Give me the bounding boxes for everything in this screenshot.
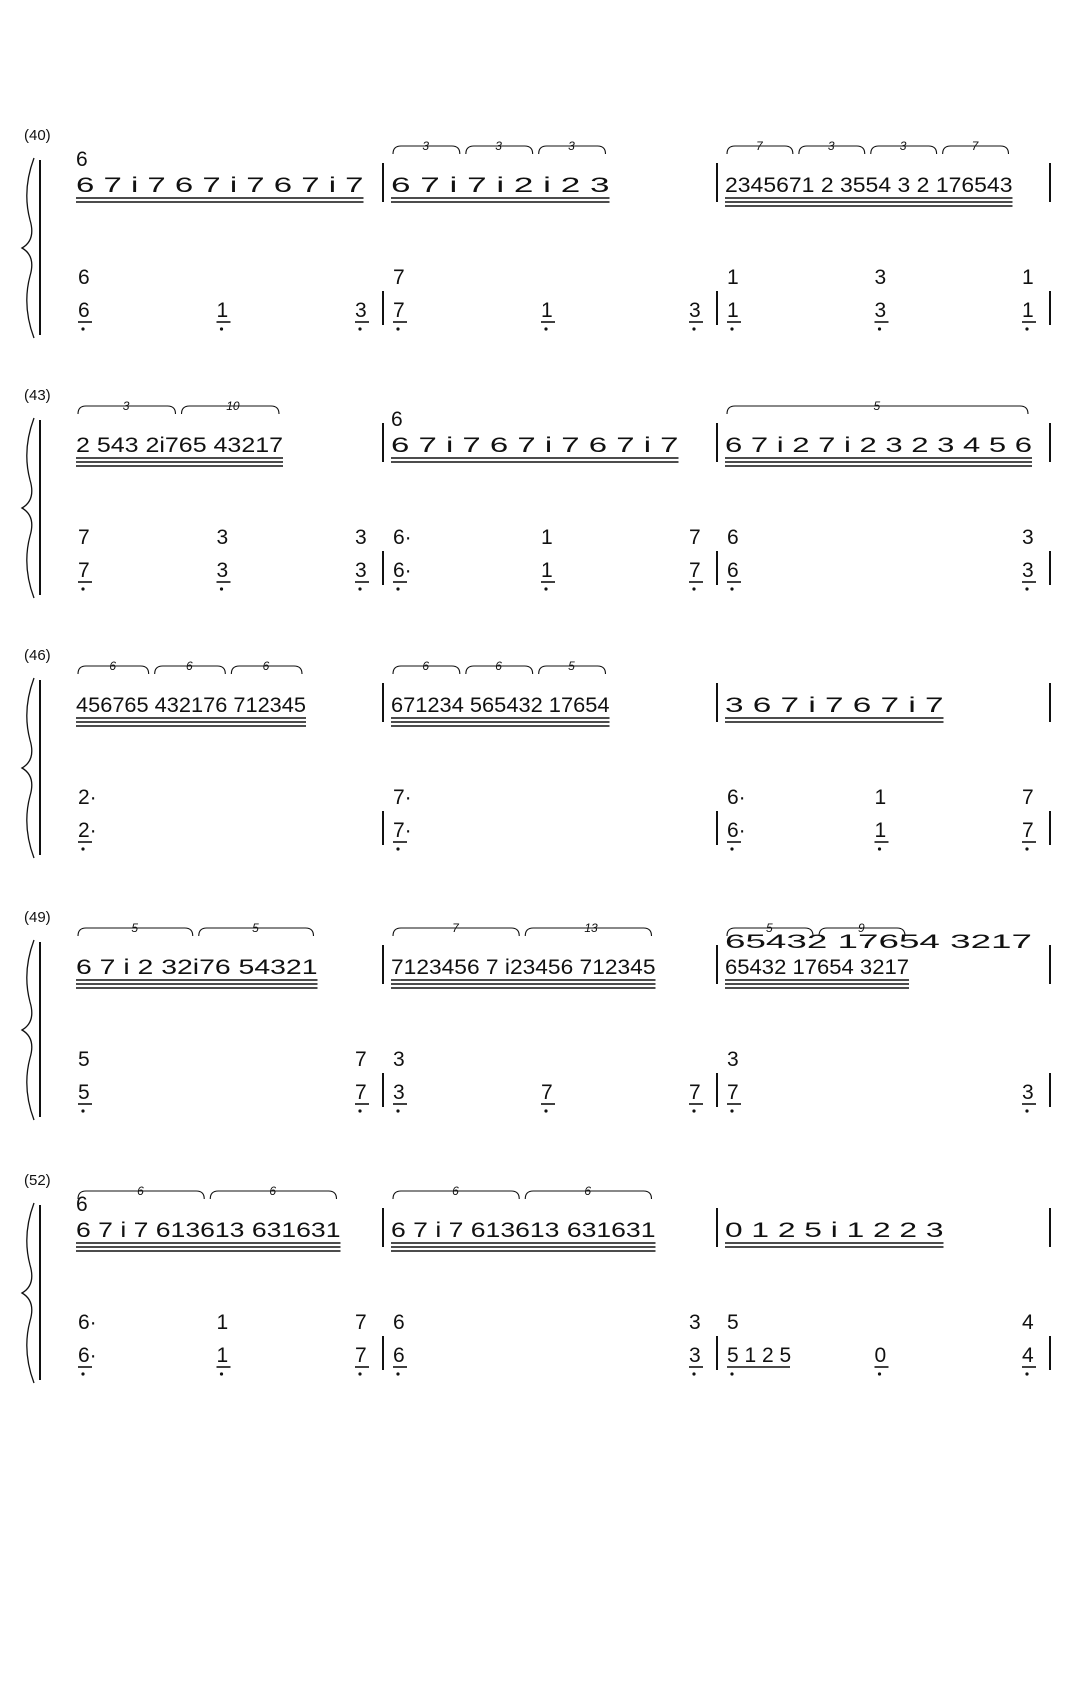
low-octave-dot	[1025, 1372, 1028, 1375]
tuplet-number: 7	[971, 139, 979, 153]
bass-upper-note: 7	[393, 266, 405, 289]
low-octave-dot	[81, 847, 84, 850]
bass-upper-note: 6·	[393, 526, 412, 549]
bass-note: 1	[1022, 299, 1034, 322]
bass-upper-note: 3	[727, 1048, 739, 1071]
treble-notes: 0 1 2 5 i 1 2 2 3	[725, 1219, 944, 1242]
bass-note: 6·	[727, 819, 746, 842]
bass-note: 7	[541, 1081, 553, 1104]
bass-note: 6	[78, 299, 90, 322]
bass-note: 1	[874, 819, 887, 842]
tuplet-number: 5	[568, 659, 575, 673]
bass-note: 6	[393, 1344, 405, 1367]
tuplet-number: 3	[568, 139, 575, 153]
treble-notes: 6 7 i 7 613613 631631	[391, 1219, 656, 1242]
treble-notes: 2 543 2i765 43217	[76, 434, 283, 457]
bass-upper-note: 7	[355, 1311, 367, 1334]
bass-upper-note: 6	[78, 266, 90, 289]
bass-upper-note: 6·	[78, 1311, 97, 1334]
measure-number: (43)	[24, 387, 51, 404]
grand-staff-brace	[22, 1203, 34, 1383]
bass-note: 7	[78, 559, 90, 582]
treble-notes: 6 7 i 7 i 2 i 2 3	[391, 174, 610, 197]
low-octave-dot	[396, 1109, 399, 1112]
bass-note: 7	[355, 1344, 367, 1367]
tuplet-number: 5	[873, 399, 881, 413]
grand-staff-brace	[22, 678, 34, 858]
tuplet-number: 7	[452, 921, 459, 935]
measure-number: (49)	[24, 909, 51, 926]
bass-upper-note: 1	[874, 786, 887, 809]
bass-note: 7	[355, 1081, 367, 1104]
tuplet-number: 3	[122, 399, 130, 413]
bass-note: 6	[727, 559, 739, 582]
tuplet-number: 3	[827, 139, 835, 153]
treble-upper-voice: 65432 17654 3217	[725, 932, 1032, 953]
bass-note: 6·	[393, 559, 412, 582]
measure-number: (46)	[24, 647, 51, 664]
bass-upper-note: 3	[355, 526, 367, 549]
bass-note: 3	[689, 299, 701, 322]
treble-notes: 2345671 2 3554 3 2 176543	[725, 174, 1013, 197]
low-octave-dot	[692, 587, 695, 590]
bass-note: 1	[216, 1344, 229, 1367]
bass-note: 0	[874, 1344, 887, 1367]
treble-notes: 7123456 7 i23456 712345	[391, 956, 656, 979]
tuplet-number: 10	[226, 399, 240, 413]
bass-upper-note: 6	[727, 526, 739, 549]
grand-staff-brace	[22, 158, 34, 338]
low-octave-dot	[730, 327, 733, 330]
grand-staff-brace	[22, 418, 34, 598]
bass-note: 3	[355, 299, 367, 322]
low-octave-dot	[544, 327, 547, 330]
tuplet-number: 6	[137, 1184, 144, 1198]
low-octave-dot	[1025, 1109, 1028, 1112]
low-octave-dot	[544, 1109, 547, 1112]
measure-number: (40)	[24, 127, 51, 144]
low-octave-dot	[220, 327, 223, 330]
bass-note: 3	[393, 1081, 405, 1104]
bass-upper-note: 5	[78, 1048, 90, 1071]
bass-upper-note: 1	[727, 266, 739, 289]
bass-note: 3	[1022, 559, 1034, 582]
low-octave-dot	[1025, 587, 1028, 590]
low-octave-dot	[358, 327, 361, 330]
bass-note: 1	[216, 299, 229, 322]
treble-notes: 6 7 i 7 613613 631631	[76, 1219, 341, 1242]
low-octave-dot	[358, 1109, 361, 1112]
bass-note: 1	[541, 299, 553, 322]
tuplet-number: 6	[269, 1184, 277, 1198]
bass-note: 5	[78, 1081, 90, 1104]
bass-upper-note: 6	[393, 1311, 405, 1334]
low-octave-dot	[730, 587, 733, 590]
low-octave-dot	[730, 1109, 733, 1112]
low-octave-dot	[1025, 847, 1028, 850]
treble-notes: 6 7 i 7 6 7 i 7 6 7 i 7	[391, 434, 679, 457]
tuplet-number: 7	[755, 139, 763, 153]
low-octave-dot	[358, 587, 361, 590]
bass-note: 3	[216, 559, 229, 582]
low-octave-dot	[81, 1109, 84, 1112]
low-octave-dot	[878, 847, 881, 850]
treble-notes: 671234 565432 17654	[391, 694, 610, 717]
bass-upper-note: 7	[355, 1048, 367, 1071]
grand-staff-brace	[22, 940, 34, 1120]
treble-notes: 6 7 i 7 6 7 i 7 6 7 i 7	[76, 174, 364, 197]
low-octave-dot	[396, 587, 399, 590]
bass-note: 5 1 2 5	[727, 1344, 792, 1367]
bass-upper-note: 4	[1022, 1311, 1034, 1334]
bass-note: 7	[1022, 819, 1034, 842]
low-octave-dot	[220, 587, 223, 590]
bass-upper-note: 5	[727, 1311, 739, 1334]
tuplet-number: 5	[252, 921, 259, 935]
bass-note: 1	[727, 299, 739, 322]
bass-upper-note: 3	[689, 1311, 701, 1334]
low-octave-dot	[81, 327, 84, 330]
tuplet-number: 6	[109, 659, 117, 673]
tuplet-number: 3	[899, 139, 907, 153]
low-octave-dot	[692, 1372, 695, 1375]
treble-chord-note: 6	[391, 408, 403, 431]
bass-note: 7	[689, 1081, 701, 1104]
treble-chord-note: 6	[76, 148, 88, 171]
bass-note: 7	[727, 1081, 739, 1104]
low-octave-dot	[396, 327, 399, 330]
bass-note: 6·	[78, 1344, 97, 1367]
tuplet-number: 5	[131, 921, 139, 935]
low-octave-dot	[1025, 327, 1028, 330]
low-octave-dot	[878, 327, 881, 330]
bass-upper-note: 3	[393, 1048, 405, 1071]
tuplet-number: 6	[584, 1184, 592, 1198]
low-octave-dot	[396, 847, 399, 850]
bass-upper-note: 7	[1022, 786, 1034, 809]
bass-note: 3	[355, 559, 367, 582]
bass-note: 3	[874, 299, 887, 322]
bass-note: 3	[1022, 1081, 1034, 1104]
tuplet-number: 6	[452, 1184, 459, 1198]
tuplet-number: 9	[858, 921, 865, 935]
low-octave-dot	[730, 847, 733, 850]
low-octave-dot	[220, 1372, 223, 1375]
tuplet-number: 3	[495, 139, 502, 153]
tuplet-number: 6	[262, 659, 270, 673]
bass-note: 7	[689, 559, 701, 582]
measure-number: (52)	[24, 1172, 51, 1189]
tuplet-number: 5	[766, 921, 773, 935]
bass-upper-note: 3	[874, 266, 887, 289]
bass-upper-note: 1	[541, 526, 553, 549]
low-octave-dot	[692, 327, 695, 330]
low-octave-dot	[544, 587, 547, 590]
tuplet-number: 13	[584, 921, 598, 935]
treble-notes: 6 7 i 2 32i76 54321	[76, 956, 318, 979]
low-octave-dot	[358, 1372, 361, 1375]
bass-note: 3	[689, 1344, 701, 1367]
bass-note: 2·	[78, 819, 97, 842]
low-octave-dot	[730, 1372, 733, 1375]
bass-note: 7	[393, 299, 405, 322]
treble-notes: 456765 432176 712345	[76, 694, 306, 717]
bass-note: 7·	[393, 819, 412, 842]
bass-upper-note: 7	[78, 526, 90, 549]
tuplet-number: 6	[495, 659, 502, 673]
bass-upper-note: 2·	[78, 786, 97, 809]
tuplet-number: 6	[186, 659, 193, 673]
treble-notes: 6 7 i 2 7 i 2 3 2 3 4 5 6	[725, 434, 1032, 457]
bass-upper-note: 6·	[727, 786, 746, 809]
bass-upper-note: 7·	[393, 786, 412, 809]
low-octave-dot	[692, 1109, 695, 1112]
bass-note: 1	[541, 559, 553, 582]
tuplet-number: 3	[422, 139, 430, 153]
low-octave-dot	[81, 587, 84, 590]
low-octave-dot	[878, 1372, 881, 1375]
treble-notes: 3 6 7 i 7 6 7 i 7	[725, 694, 944, 717]
bass-upper-note: 1	[1022, 266, 1034, 289]
low-octave-dot	[81, 1372, 84, 1375]
bass-upper-note: 3	[1022, 526, 1034, 549]
treble-chord-note: 6	[76, 1193, 88, 1216]
bass-upper-note: 3	[216, 526, 229, 549]
treble-notes: 65432 17654 3217	[725, 956, 909, 979]
low-octave-dot	[396, 1372, 399, 1375]
tuplet-number: 6	[422, 659, 430, 673]
bass-upper-note: 7	[689, 526, 701, 549]
bass-note: 4	[1022, 1344, 1034, 1367]
bass-upper-note: 1	[216, 1311, 229, 1334]
